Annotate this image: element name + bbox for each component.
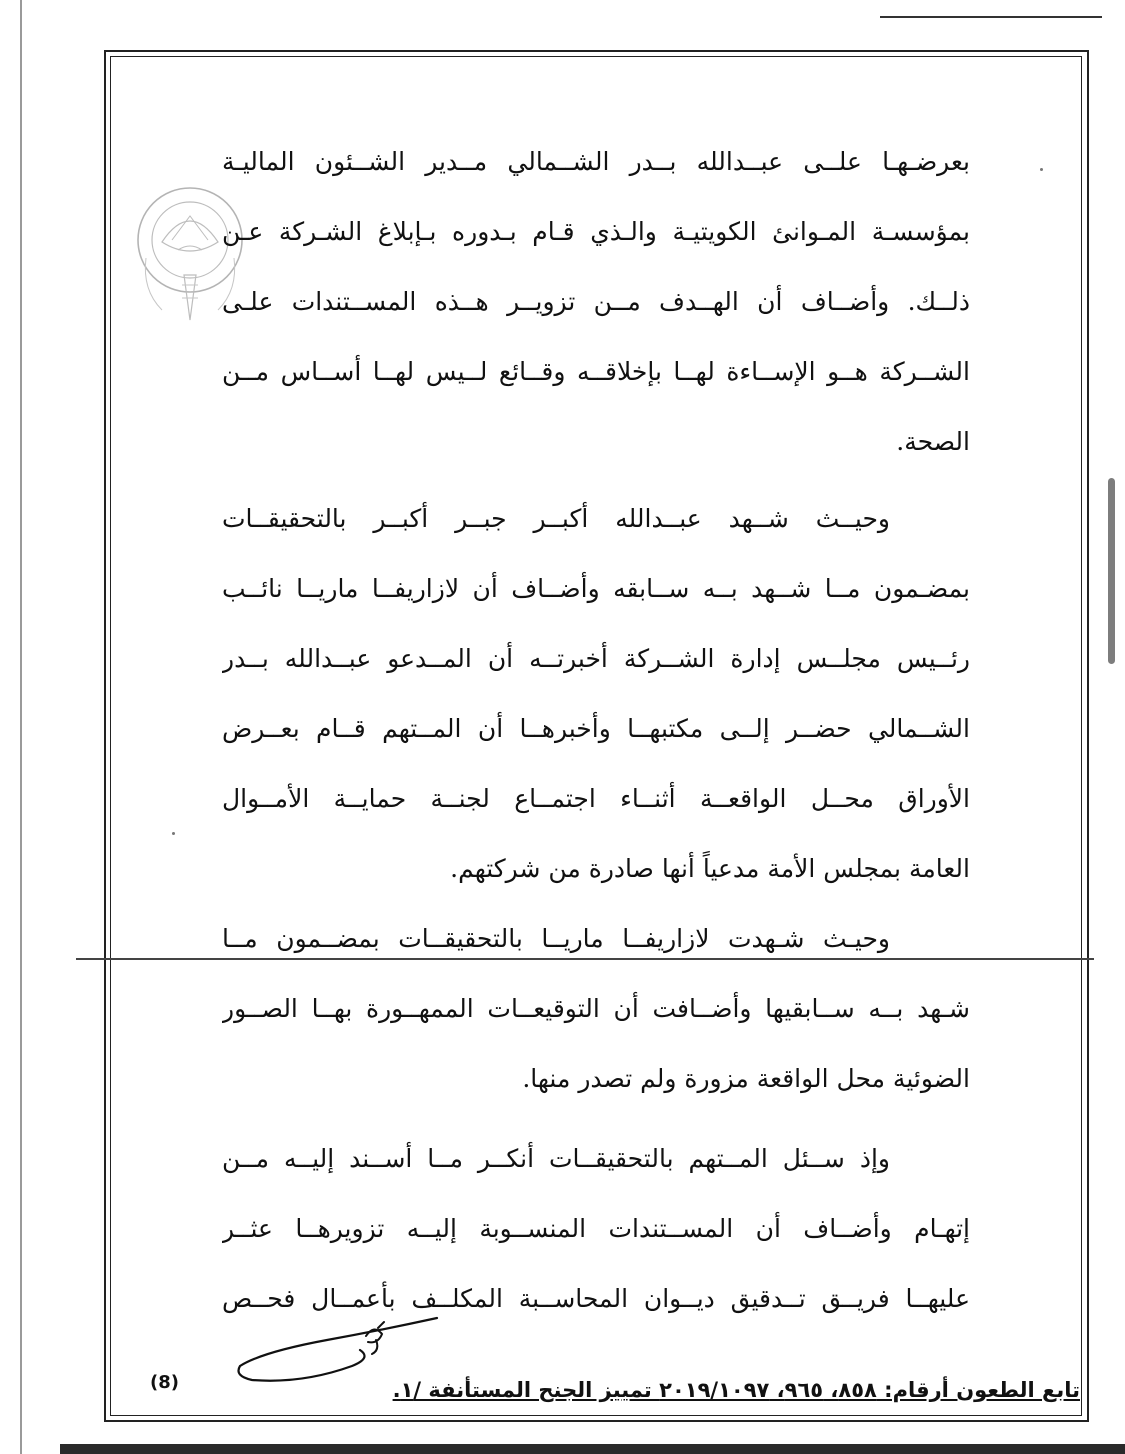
paragraph-1 <box>222 127 970 477</box>
scan-speck <box>1040 168 1043 171</box>
scan-bottom-edge <box>60 1444 1125 1454</box>
scan-line <box>76 958 1094 960</box>
text-line: ذلــك. وأضــاف أن الهــدف مــن تزويــر هــذه المســتندات علـى <box>222 287 970 316</box>
text-line: وإذ ســئل المــتهم بالتحقيقــات أنكــر مــا أســند إليــه مــن <box>222 1144 890 1173</box>
top-rule <box>880 16 1102 18</box>
footer-case-reference: تابع الطعون أرقام: ٨٥٨، ٩٦٥، ٢٠١٩/١٠٩٧ تمييز الجنح المستأنفة /١. <box>392 1378 1080 1402</box>
paragraph-2 <box>222 484 970 904</box>
text-line: بمضـمون مــا شــهد بــه ســابقه وأضــاف أن لازاريفــا ماريــا نائــب <box>222 574 970 603</box>
text-line: إتهـام وأضــاف أن المســتندات المنســوبة إليــه تزويرهــا عثــر <box>222 1214 970 1243</box>
text-line: وحيــث شــهد عبــدالله أكبــر جبــر أكبــر بالتحقيقــات <box>222 504 890 533</box>
text-line: بمؤسسـة المـوانئ الكويتيـة والـذي قـام بـدوره بـإبلاغ الشـركة عـن <box>222 217 970 246</box>
text-line: رئــيس مجلــس إدارة الشــركة أخبرتــه أن المــدعو عبــدالله بــدر <box>222 644 970 673</box>
paragraph-4 <box>222 1124 970 1334</box>
scrollbar[interactable] <box>1108 478 1115 664</box>
text-line: عليهــا فريــق تــدقيق ديــوان المحاســبة المكلــف بأعمــال فحــص <box>222 1284 970 1313</box>
text-line: الأوراق محــل الواقعــة أثنــاء اجتمــاع لجنــة حمايــة الأمــوال <box>222 784 970 813</box>
text-line: شـهد بــه ســابقيها وأضــافت أن التوقيعــات الممهــورة بهــا الصــور <box>222 994 970 1023</box>
text-line: وحيـث شـهدت لازاريفــا ماريــا بالتحقيقــات بمضــمون مــا <box>222 924 890 953</box>
scan-edge <box>20 0 22 1454</box>
text-line: الشــمالي حضــر إلــى مكتبهــا وأخبرهــا أن المــتهم قــام بعــرض <box>222 714 970 743</box>
text-line: الشــركة هــو الإســاءة لهــا بإخلاقــه وقــائع لــيس لهــا أســاس مــن <box>222 357 970 386</box>
paragraph-3 <box>222 904 970 1114</box>
text-line: الصحة. <box>896 427 970 456</box>
page-number: (8) <box>150 1372 179 1393</box>
text-line: العامة بمجلس الأمة مدعياً أنها صادرة من شركتهم. <box>450 854 970 883</box>
text-line: الضوئية محل الواقعة مزورة ولم تصدر منها. <box>522 1064 970 1093</box>
text-line: بعرضـهـا علــى عبــدالله بــدر الشــمالي مــدير الشــئون الماليـة <box>222 147 970 176</box>
scan-speck <box>172 832 175 835</box>
